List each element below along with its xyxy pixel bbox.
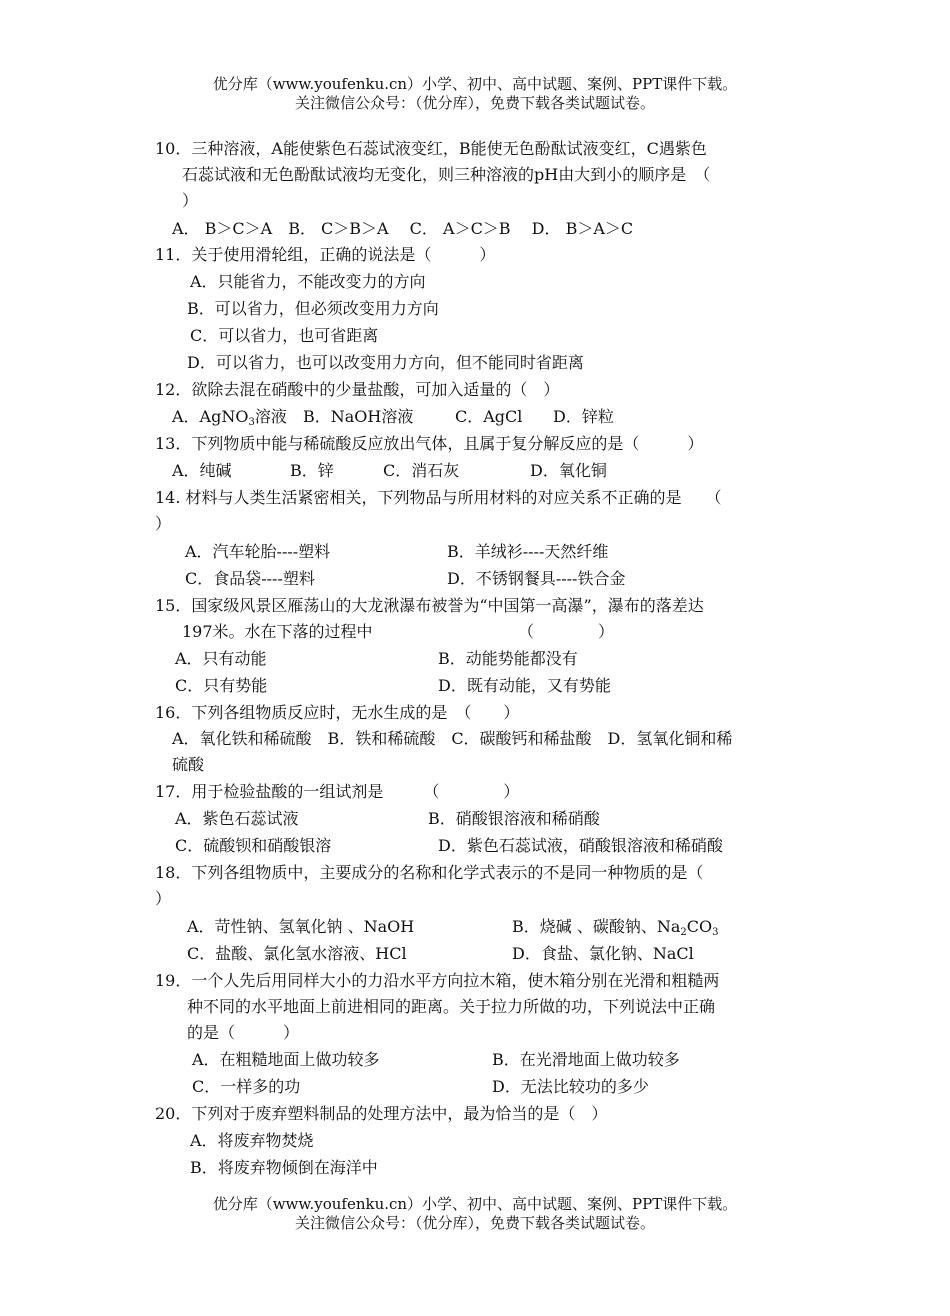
q10-stem-2: 石蕊试液和无色酚酞试液均无变化，则三种溶液的pH由大到小的顺序是 （ [182, 165, 711, 184]
q15-option-a: A．只有动能 [175, 649, 267, 668]
q11-option-d: D．可以省力，也可以改变用力方向，但不能同时省距离 [187, 353, 584, 372]
q17-option-b: B．硝酸银溶液和稀硝酸 [428, 809, 600, 828]
q18-stem-2: ） [155, 889, 172, 908]
q13-option-a: A．纯碱 [172, 461, 232, 480]
q10-options: A． B＞C＞A B． C＞B＞A C． A＞C＞B D． B＞A＞C [172, 219, 634, 238]
header-line-1: 优分库（www.youfenku.cn）小学、初中、高中试题、案例、PPT课件下载。 [212, 75, 738, 93]
q18-option-a: A．苛性钠、氢氧化钠 、NaOH [187, 917, 415, 936]
q19-stem-3: 的是（ ） [187, 1023, 300, 1042]
q13-stem: 13．下列物质中能与稀硫酸反应放出气体，且属于复分解反应的是（ ） [155, 434, 704, 453]
q11-option-b: B．可以省力，但必须改变用力方向 [187, 299, 439, 318]
q18-stem: 18．下列各组物质中，主要成分的名称和化学式表示的不是同一种物质的是（ [155, 863, 704, 882]
q14-option-a: A．汽车轮胎----塑料 [185, 542, 331, 561]
q15-option-c: C．只有势能 [175, 676, 268, 695]
q15-answer-paren: （ ） [518, 622, 615, 641]
q18-option-c: C．盐酸、氯化氢水溶液、HCl [187, 944, 407, 963]
q12-option-a: A．AgNO$_3$溶液 [172, 407, 287, 428]
q15-option-b: B．动能势能都没有 [438, 649, 578, 668]
q12-option-b: B．NaOH溶液 [303, 407, 414, 426]
q17-stem: 17．用于检验盐酸的一组试剂是 （ ） [155, 782, 520, 801]
q14-option-c: C．食品袋----塑料 [185, 569, 315, 588]
footer-line-1: 优分库（www.youfenku.cn）小学、初中、高中试题、案例、PPT课件下载。 [212, 1195, 738, 1213]
q12-option-c: C．AgCl [455, 407, 523, 426]
q20-stem: 20．下列对于废弃塑料制品的处理方法中，最为恰当的是（ ） [155, 1104, 608, 1123]
q19-option-c: C．一样多的功 [192, 1077, 301, 1096]
q16-options-2: 硫酸 [172, 755, 205, 774]
q12-stem: 12．欲除去混在硝酸中的少量盐酸，可加入适量的（ ） [155, 380, 560, 399]
q17-option-c: C．硫酸钡和硝酸银溶 [175, 836, 332, 855]
q13-option-c: C．消石灰 [383, 461, 460, 480]
q15-stem: 15．国家级风景区雁荡山的大龙湫瀑布被誉为“中国第一高瀑”，瀑布的落差达 [155, 596, 704, 615]
q19-option-a: A．在粗糙地面上做功较多 [192, 1050, 380, 1069]
q17-option-d: D．紫色石蕊试液，硝酸银溶液和稀硝酸 [438, 836, 723, 855]
q16-stem: 16．下列各组物质反应时，无水生成的是 （ ） [155, 703, 520, 722]
q19-option-d: D．无法比较功的多少 [492, 1077, 649, 1096]
header-line-2: 关注微信公众号：（优分库），免费下载各类试题试卷。 [294, 94, 655, 112]
q19-stem-2: 种不同的水平地面上前进相同的距离。关于拉力所做的功，下列说法中正确 [187, 997, 716, 1016]
q11-option-a: A．只能省力，不能改变力的方向 [190, 272, 426, 291]
q18-option-d: D．食盐、氯化钠、NaCl [512, 944, 694, 963]
q13-option-b: B．锌 [290, 461, 334, 480]
q11-option-c: C．可以省力，也可省距离 [190, 326, 379, 345]
q14-option-b: B．羊绒衫----天然纤维 [447, 542, 609, 561]
q15-stem-2: 197米。水在下落的过程中 [182, 622, 373, 641]
q12-option-d: D．锌粒 [553, 407, 614, 426]
q14-stem-2: ） [155, 514, 172, 533]
q20-option-b: B．将废弃物倾倒在海洋中 [190, 1158, 378, 1177]
footer-line-2: 关注微信公众号：（优分库），免费下载各类试题试卷。 [294, 1214, 655, 1232]
q17-option-a: A．紫色石蕊试液 [175, 809, 299, 828]
q10-stem-3: ） [182, 191, 199, 210]
q10-stem-1: 10．三种溶液，A能使紫色石蕊试液变红，B能使无色酚酞试液变红，C遇紫色 [155, 139, 707, 158]
q13-option-d: D．氧化铜 [530, 461, 607, 480]
q19-option-b: B．在光滑地面上做功较多 [492, 1050, 680, 1069]
q14-stem: 14. 材料与人类生活紧密相关，下列物品与所用材料的对应关系不正确的是 （ [155, 488, 722, 507]
q19-stem: 19．一个人先后用同样大小的力沿水平方向拉木箱，使木箱分别在光滑和粗糙两 [155, 971, 720, 990]
q20-option-a: A．将废弃物焚烧 [190, 1131, 314, 1150]
q16-options: A．氧化铁和稀硫酸 B．铁和稀硫酸 C．碳酸钙和稀盐酸 D．氢氧化铜和稀 [172, 729, 733, 748]
q15-option-d: D．既有动能，又有势能 [438, 676, 611, 695]
q11-stem: 11．关于使用滑轮组，正确的说法是（ ） [155, 245, 496, 264]
q18-option-b: B．烧碱 、碳酸钠、$Na_2CO_3$ [512, 917, 719, 938]
q14-option-d: D．不锈钢餐具----铁合金 [447, 569, 626, 588]
